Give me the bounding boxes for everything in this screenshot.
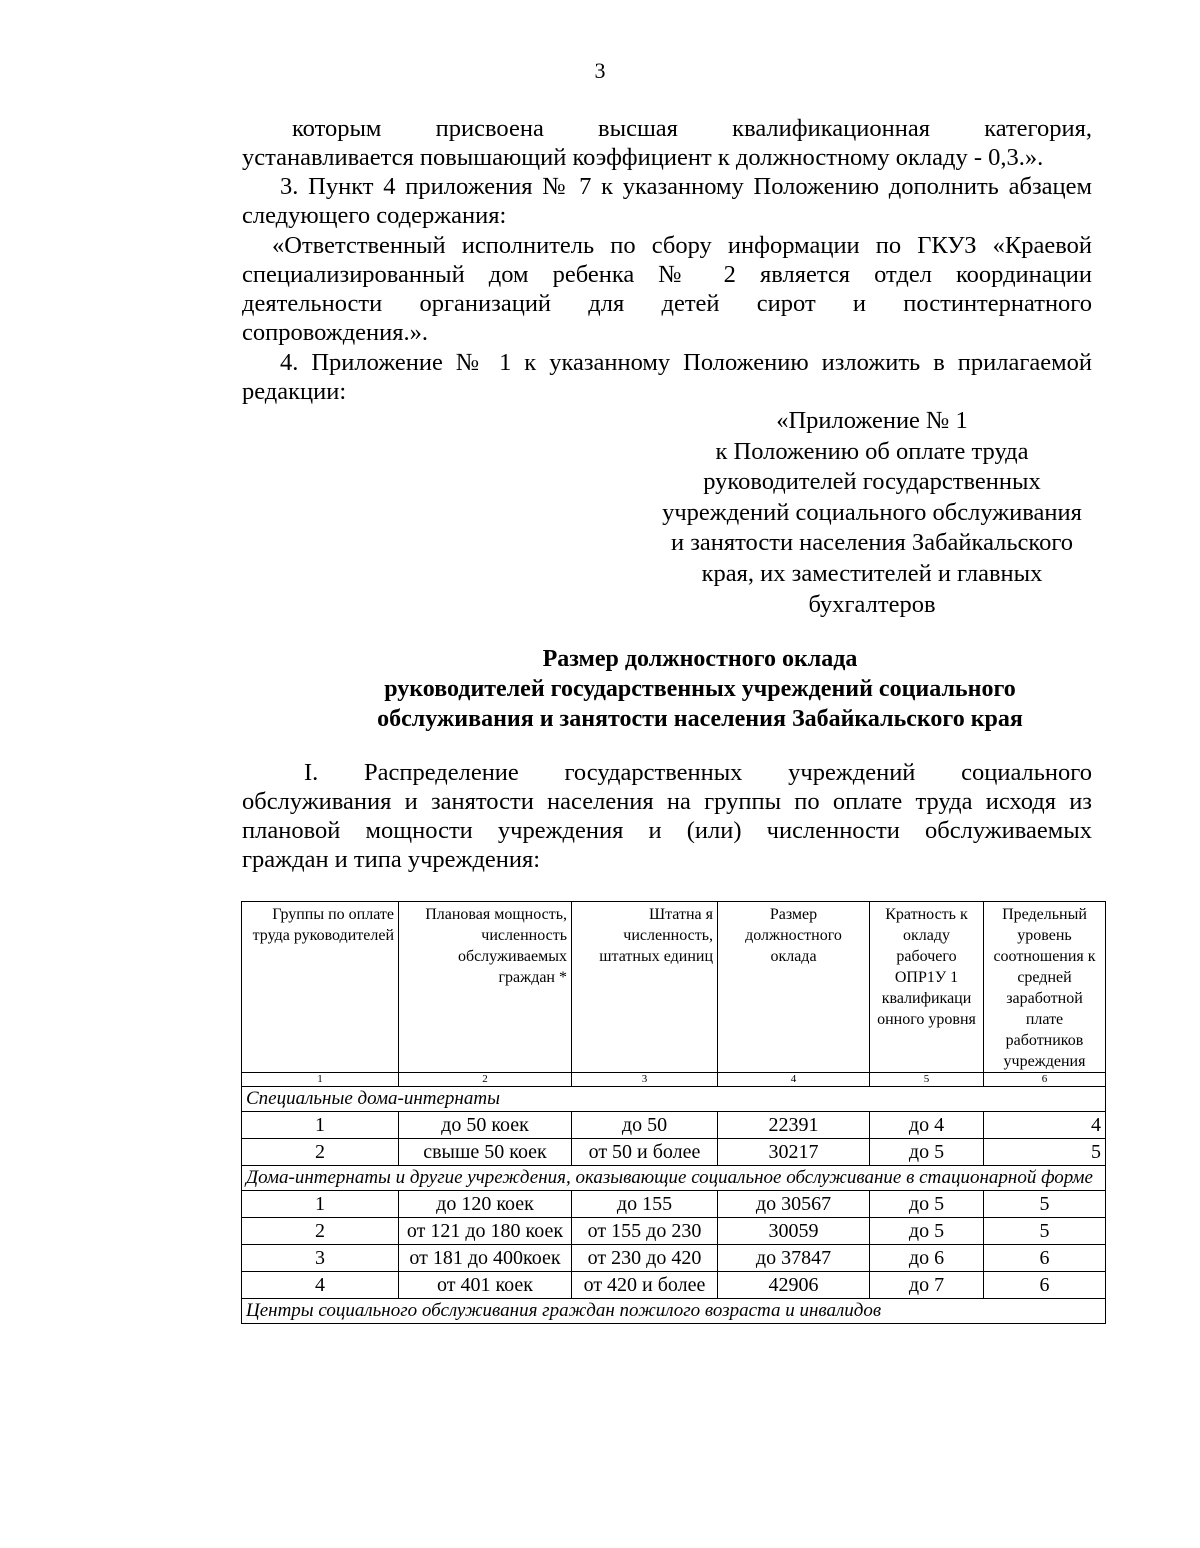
paragraph-2-line-2: следующего содержания: [242, 202, 507, 229]
document-title [300, 644, 1100, 734]
header-cell-ratio: Предельный уровень соотношения к средней заработной плате работников учреждения [984, 902, 1106, 1073]
table-cell: до 4 [870, 1112, 984, 1139]
table-cell: от 230 до 420 [572, 1245, 718, 1272]
table-row [242, 1112, 1106, 1139]
appendix-line: края, их заместителей и главных [701, 559, 1043, 587]
salary-table [241, 901, 1106, 1324]
table-cell: до 50 [572, 1112, 718, 1139]
title-line: обслуживания и занятости населения Забайкальского края [377, 706, 1023, 732]
section-title: Дома-интернаты и другие учреждения, оказывающие социальное обслуживание в стационарной форме [242, 1166, 1106, 1191]
title-line: руководителей государственных учреждений социального [384, 676, 1016, 702]
table-cell: 4 [984, 1112, 1106, 1139]
table-cell: до 37847 [718, 1245, 870, 1272]
header-cell-capacity: Плановая мощность, численность обслуживаемых граждан * [399, 902, 572, 1073]
table-cell: от 50 и более [572, 1139, 718, 1166]
column-number: 5 [870, 1073, 984, 1087]
appendix-header [652, 406, 1092, 620]
table-cell: до 155 [572, 1191, 718, 1218]
paragraph-1-line-1: которым присвоена высшая квалификационная категория, [292, 115, 1092, 142]
appendix-line: к Положению об оплате труда [715, 437, 1029, 465]
table-cell: до 5 [870, 1218, 984, 1245]
section-intro [242, 758, 1092, 874]
appendix-line: «Приложение № 1 [776, 407, 968, 434]
header-cell-groups: Группы по оплате труда руководителей [242, 902, 399, 1073]
paragraph-2-line-1: 3. Пункт 4 приложения № 7 к указанному Положению дополнить абзацем [280, 173, 1092, 200]
table-row [242, 1191, 1106, 1218]
column-number: 2 [399, 1073, 572, 1087]
table-row [242, 1218, 1106, 1245]
section-title: Центры социального обслуживания граждан пожилого возраста и инвалидов [242, 1299, 1106, 1324]
paragraph-1 [242, 114, 1092, 143]
section-title-row [242, 1166, 1106, 1191]
table-cell: до 50 коек [399, 1112, 572, 1139]
table-row [242, 1245, 1106, 1272]
table-cell: 6 [984, 1272, 1106, 1299]
appendix-line: учреждений социального обслуживания [662, 498, 1082, 526]
paragraph-3-line-2: специализированный дом ребенка № 2 является отдел координации [242, 261, 1092, 288]
section-title: Специальные дома-интернаты [242, 1087, 1106, 1112]
section-title-row [242, 1299, 1106, 1324]
table-cell: 1 [242, 1191, 399, 1218]
table-cell: до 5 [870, 1191, 984, 1218]
table-row [242, 1272, 1106, 1299]
paragraph-4-line-1: 4. Приложение № 1 к указанному Положению изложить в прилагаемой [280, 349, 1092, 376]
paragraph-3-line-1: «Ответственный исполнитель по сбору информации по ГКУЗ «Краевой [272, 232, 1092, 259]
table-cell: 2 [242, 1218, 399, 1245]
paragraph-1-line-2: устанавливается повышающий коэффициент к должностному окладу - 0,3.». [242, 144, 1044, 171]
paragraph-4-line-2: редакции: [242, 378, 347, 405]
section-intro-line-4: граждан и типа учреждения: [242, 846, 541, 873]
table-cell: 30217 [718, 1139, 870, 1166]
salary-table-body [242, 902, 1106, 1324]
section-title-row [242, 1087, 1106, 1112]
table-cell: 42906 [718, 1272, 870, 1299]
column-number: 3 [572, 1073, 718, 1087]
table-cell: 6 [984, 1245, 1106, 1272]
title-line: Размер должностного оклада [542, 646, 858, 672]
paragraph-4 [242, 348, 1092, 406]
table-cell: до 5 [870, 1139, 984, 1166]
column-number: 1 [242, 1073, 399, 1087]
table-cell: до 120 коек [399, 1191, 572, 1218]
page-number: 3 [594, 58, 606, 83]
table-cell: 3 [242, 1245, 399, 1272]
section-intro-line-1: I. Распределение государственных учреждений социального [304, 759, 1092, 786]
section-intro-line-3: плановой мощности учреждения и (или) численности обслуживаемых [242, 817, 1092, 844]
column-number: 4 [718, 1073, 870, 1087]
table-cell: от 401 коек [399, 1272, 572, 1299]
table-cell: до 6 [870, 1245, 984, 1272]
table-cell: 5 [984, 1191, 1106, 1218]
paragraph-3-line-4: сопровождения.». [242, 319, 429, 346]
appendix-line: руководителей государственных [703, 468, 1041, 496]
table-cell: от 420 и более [572, 1272, 718, 1299]
table-cell: свыше 50 коек [399, 1139, 572, 1166]
paragraph-3-line-3: деятельности организаций для детей сирот и постинтернатного [242, 290, 1092, 317]
appendix-line: и занятости населения Забайкальского [670, 529, 1074, 557]
table-cell: 4 [242, 1272, 399, 1299]
paragraph-2 [242, 172, 1092, 230]
table-cell: 30059 [718, 1218, 870, 1245]
paragraph-3 [242, 231, 1092, 347]
paragraph-1-line-2-wrap [242, 143, 1092, 172]
table-cell: 1 [242, 1112, 399, 1139]
table-cell: 5 [984, 1218, 1106, 1245]
table-row [242, 1139, 1106, 1166]
appendix-line: бухгалтеров [808, 590, 936, 618]
table-cell: 22391 [718, 1112, 870, 1139]
header-cell-multiplier: Кратность к окладу рабочего ОПР1У 1 квалификаци онного уровня [870, 902, 984, 1073]
table-cell: до 30567 [718, 1191, 870, 1218]
column-number-row [242, 1073, 1106, 1087]
table-cell: от 121 до 180 коек [399, 1218, 572, 1245]
section-intro-line-2: обслуживания и занятости населения на группы по оплате труда исходя из [242, 788, 1092, 815]
header-cell-staff: Штатна я численность, штатных единиц [572, 902, 718, 1073]
table-cell: от 181 до 400коек [399, 1245, 572, 1272]
header-cell-salary: Размер должностного оклада [718, 902, 870, 1073]
table-header-row [242, 902, 1106, 1073]
table-cell: до 7 [870, 1272, 984, 1299]
column-number: 6 [984, 1073, 1106, 1087]
table-cell: от 155 до 230 [572, 1218, 718, 1245]
table-cell: 2 [242, 1139, 399, 1166]
table-cell: 5 [984, 1139, 1106, 1166]
